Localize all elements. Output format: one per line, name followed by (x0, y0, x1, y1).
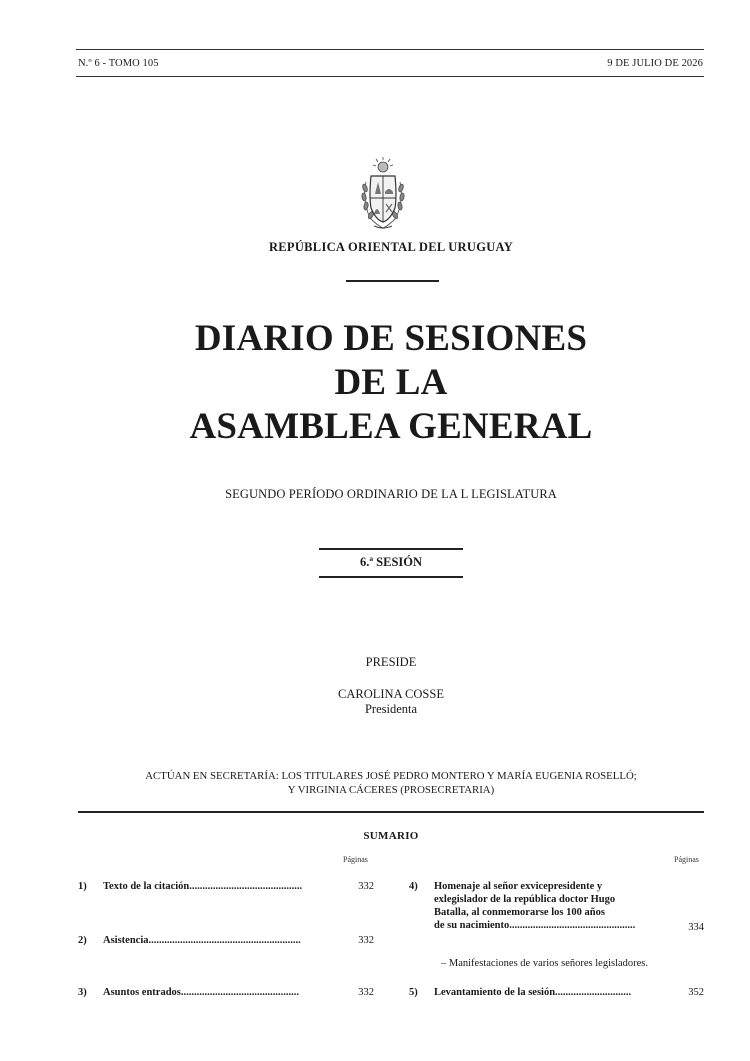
toc-item-4-subnote: – Manifestaciones de varios señores legisladores. (441, 958, 649, 969)
toc-item-4-title-line-1: Homenaje al señor exvicepresidente y (434, 881, 603, 892)
issue-date: 9 DE JULIO DE 2026 (607, 58, 703, 69)
session-bottom-rule (319, 576, 463, 578)
toc-item-3-number: 3) (78, 987, 87, 998)
secretaria-line-2: Y VIRGINIA CÁCERES (PROSECRETARIA) (287, 784, 495, 796)
toc-item-5-title: Levantamiento de la sesión............................. (434, 987, 632, 998)
sumario-heading: SUMARIO (363, 830, 419, 842)
toc-item-4-number: 4) (409, 881, 418, 892)
secretaria-line-1: ACTÚAN EN SECRETARÍA: LOS TITULARES JOSÉ PEDRO MONTERO Y MARÍA EUGENIA ROSELLÓ; (145, 770, 637, 782)
toc-item-5-page: 352 (688, 987, 704, 998)
toc-item-1-number: 1) (78, 881, 87, 892)
legislative-period: SEGUNDO PERÍODO ORDINARIO DE LA L LEGISLATURA (225, 487, 557, 501)
toc-item-3-title: Asuntos entrados............................................. (103, 987, 300, 998)
secretaria-text (0, 769, 750, 797)
session-number: 6.ª SESIÓN (359, 555, 423, 569)
pages-label-left: Páginas (343, 855, 368, 864)
publication-title (0, 317, 750, 449)
republic-name: REPÚBLICA ORIENTAL DEL URUGUAY (268, 240, 514, 254)
toc-item-3-page: 332 (358, 987, 374, 998)
issue-number: N.º 6 - TOMO 105 (78, 58, 159, 69)
title-divider (346, 280, 439, 282)
toc-item-4-title-line-3: Batalla, al conmemorarse los 100 años (434, 907, 605, 918)
toc-item-1-title: Texto de la citación........................................... (103, 881, 303, 892)
preside-name: CAROLINA COSSE (338, 687, 444, 701)
session-top-rule (319, 548, 463, 550)
toc-item-5-number: 5) (409, 987, 418, 998)
toc-item-4-title-line-4: de su nacimiento................................................ (434, 920, 636, 931)
toc-item-4-title-line-2: exlegislador de la república doctor Hugo (434, 894, 616, 905)
pages-label-right: Páginas (674, 855, 699, 864)
toc-item-1-page: 332 (358, 881, 374, 892)
sumario-rule (78, 811, 704, 813)
header-bottom-rule (76, 76, 704, 77)
preside-role: Presidenta (364, 702, 418, 716)
preside-label: PRESIDE (365, 655, 417, 669)
toc-item-2-number: 2) (78, 935, 87, 946)
toc-item-4-page: 334 (688, 922, 704, 933)
title-line-2: DE LA (334, 362, 448, 403)
coat-of-arms-icon (358, 156, 408, 232)
toc-item-2-page: 332 (358, 935, 374, 946)
title-line-3: ASAMBLEA GENERAL (189, 406, 593, 447)
header-top-rule (76, 49, 704, 50)
title-line-1: DIARIO DE SESIONES (194, 318, 588, 359)
toc-item-2-title: Asistencia.......................................................... (103, 935, 301, 946)
